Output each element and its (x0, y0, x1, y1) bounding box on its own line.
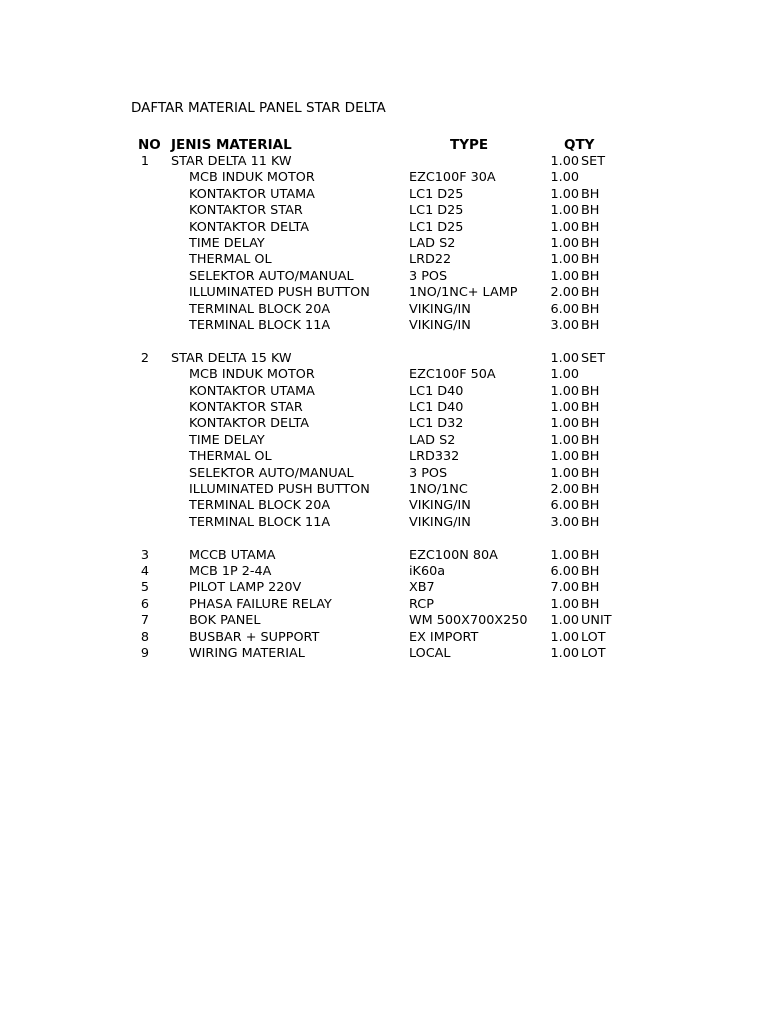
table-row (0, 433, 768, 449)
row-material-name: KONTAKTOR UTAMA (189, 383, 315, 399)
row-type: 3 POS (409, 268, 448, 284)
row-qty: 1.00 (550, 350, 579, 366)
table-row (0, 630, 768, 646)
header-type: TYPE (450, 137, 489, 153)
row-type: EZC100N 80A (409, 547, 498, 563)
table-row (0, 597, 768, 613)
row-type: EX IMPORT (409, 629, 479, 645)
row-material-name: MCCB UTAMA (189, 547, 276, 563)
row-qty: 1.00 (550, 219, 579, 235)
row-qty: 1.00 (550, 547, 579, 563)
table-row (0, 236, 768, 252)
row-qty: 1.00 (550, 154, 579, 169)
row-unit: BH (581, 383, 600, 399)
row-type: VIKING/IN (409, 498, 471, 514)
row-unit: SET (581, 350, 606, 366)
row-qty: 1.00 (550, 416, 579, 432)
row-material-name: THERMAL OL (189, 252, 272, 268)
header-no: NO (138, 137, 161, 153)
row-unit: BH (581, 219, 600, 235)
row-unit: BH (581, 564, 600, 579)
row-material-name: ILLUMINATED PUSH BUTTON (189, 285, 370, 301)
table-row (0, 613, 768, 629)
row-material-name: SELEKTOR AUTO/MANUAL (189, 268, 354, 284)
row-unit: BH (581, 268, 600, 284)
row-unit: BH (581, 465, 600, 481)
row-unit: BH (581, 514, 600, 530)
row-unit: LOT (581, 629, 606, 645)
row-type: iK60a (409, 564, 446, 579)
row-qty: 1.00 (550, 596, 579, 612)
table-row (0, 252, 768, 268)
row-unit: BH (581, 252, 600, 268)
row-unit: LOT (581, 646, 606, 661)
row-unit: BH (581, 580, 600, 596)
row-type: 1NO/1NC+ LAMP (409, 285, 518, 301)
row-type: LRD22 (409, 252, 452, 268)
row-type: 1NO/1NC (409, 482, 468, 497)
row-material-name: TERMINAL BLOCK 20A (189, 498, 331, 514)
row-qty: 1.00 (550, 629, 579, 645)
row-qty: 1.00 (550, 449, 579, 465)
table-row (0, 580, 768, 596)
row-material-name: TIME DELAY (189, 432, 265, 448)
table-row (0, 498, 768, 514)
row-qty: 1.00 (550, 203, 579, 219)
row-material-name: TIME DELAY (189, 236, 265, 251)
row-type: VIKING/IN (409, 318, 471, 333)
row-type: LC1 D40 (409, 400, 464, 415)
row-qty: 6.00 (550, 301, 579, 317)
row-qty: 3.00 (550, 318, 579, 333)
row-material-name: KONTAKTOR UTAMA (189, 186, 315, 202)
row-material-name: KONTAKTOR STAR (189, 400, 303, 415)
row-qty: 3.00 (550, 514, 579, 530)
table-row (0, 187, 768, 203)
row-type: XB7 (409, 580, 435, 596)
header-name: JENIS MATERIAL (171, 137, 292, 153)
row-material-name: KONTAKTOR DELTA (189, 416, 310, 432)
table-row (0, 400, 768, 416)
row-qty: 6.00 (550, 498, 579, 514)
table-row (0, 318, 768, 334)
row-no: 5 (140, 580, 150, 596)
table-row (0, 154, 768, 170)
row-qty: 1.00 (550, 613, 579, 629)
row-no: 9 (140, 646, 150, 661)
row-qty: 1.00 (550, 400, 579, 415)
row-unit: SET (581, 154, 606, 169)
row-qty: 1.00 (550, 383, 579, 399)
row-no: 3 (140, 547, 150, 563)
row-material-name: KONTAKTOR STAR (189, 203, 303, 219)
table-row (0, 203, 768, 219)
table-row (0, 449, 768, 465)
row-unit: BH (581, 416, 600, 432)
row-material-name: STAR DELTA 11 KW (171, 154, 292, 169)
row-material-name: TERMINAL BLOCK 20A (189, 301, 331, 317)
row-no: 2 (140, 350, 150, 366)
table-row (0, 220, 768, 236)
row-type: VIKING/IN (409, 301, 471, 317)
row-material-name: TERMINAL BLOCK 11A (189, 318, 331, 333)
row-unit: BH (581, 482, 600, 497)
row-type: 3 POS (409, 465, 448, 481)
document-title: DAFTAR MATERIAL PANEL STAR DELTA (131, 100, 386, 116)
row-unit: BH (581, 400, 600, 415)
row-material-name: WIRING MATERIAL (189, 646, 305, 661)
row-qty: 1.00 (550, 170, 579, 186)
row-no: 7 (140, 613, 150, 629)
row-no: 1 (140, 154, 150, 169)
table-row (0, 351, 768, 367)
row-qty: 7.00 (550, 580, 579, 596)
row-no: 8 (140, 629, 150, 645)
row-type: LC1 D25 (409, 219, 464, 235)
row-type: WM 500X700X250 (409, 613, 528, 629)
row-qty: 2.00 (550, 482, 579, 497)
row-qty: 1.00 (550, 367, 579, 383)
row-unit: BH (581, 498, 600, 514)
row-type: LRD332 (409, 449, 460, 465)
row-type: RCP (409, 596, 434, 612)
row-type: LAD S2 (409, 236, 456, 251)
row-material-name: MCB INDUK MOTOR (189, 367, 315, 383)
table-row (0, 416, 768, 432)
table-row (0, 564, 768, 580)
row-material-name: ILLUMINATED PUSH BUTTON (189, 482, 370, 497)
row-unit: BH (581, 236, 600, 251)
row-qty: 6.00 (550, 564, 579, 579)
row-material-name: TERMINAL BLOCK 11A (189, 514, 331, 530)
row-unit: BH (581, 596, 600, 612)
row-unit: BH (581, 186, 600, 202)
row-unit: BH (581, 301, 600, 317)
table-row (0, 170, 768, 186)
row-type: LC1 D32 (409, 416, 464, 432)
table-row (0, 367, 768, 383)
row-type: LAD S2 (409, 432, 456, 448)
row-material-name: STAR DELTA 15 KW (171, 350, 292, 366)
row-type: LOCAL (409, 646, 451, 661)
row-qty: 1.00 (550, 465, 579, 481)
header-qty: QTY (564, 137, 595, 153)
row-material-name: BOK PANEL (189, 613, 261, 629)
table-row (0, 285, 768, 301)
table-row (0, 466, 768, 482)
row-type: EZC100F 50A (409, 367, 496, 383)
row-type: LC1 D25 (409, 203, 464, 219)
row-no: 4 (140, 564, 150, 579)
table-row (0, 482, 768, 498)
row-type: LC1 D25 (409, 186, 464, 202)
table-row (0, 269, 768, 285)
table-header (0, 137, 768, 153)
row-unit: BH (581, 318, 600, 333)
row-unit: BH (581, 547, 600, 563)
row-qty: 1.00 (550, 252, 579, 268)
row-unit: BH (581, 285, 600, 301)
table-row (0, 302, 768, 318)
row-unit: UNIT (581, 613, 612, 629)
row-unit: BH (581, 432, 600, 448)
row-material-name: PHASA FAILURE RELAY (189, 596, 332, 612)
table-row (0, 646, 768, 662)
row-material-name: MCB 1P 2-4A (189, 564, 272, 579)
row-material-name: PILOT LAMP 220V (189, 580, 302, 596)
row-qty: 1.00 (550, 236, 579, 251)
table-row (0, 548, 768, 564)
row-type: EZC100F 30A (409, 170, 496, 186)
table-row (0, 515, 768, 531)
row-material-name: MCB INDUK MOTOR (189, 170, 315, 186)
row-unit: BH (581, 203, 600, 219)
row-qty: 2.00 (550, 285, 579, 301)
row-qty: 1.00 (550, 646, 579, 661)
row-no: 6 (140, 596, 150, 612)
row-material-name: THERMAL OL (189, 449, 272, 465)
row-type: LC1 D40 (409, 383, 464, 399)
row-material-name: SELEKTOR AUTO/MANUAL (189, 465, 354, 481)
table-row (0, 384, 768, 400)
row-qty: 1.00 (550, 186, 579, 202)
row-type: VIKING/IN (409, 514, 471, 530)
row-qty: 1.00 (550, 268, 579, 284)
row-material-name: KONTAKTOR DELTA (189, 219, 310, 235)
row-material-name: BUSBAR + SUPPORT (189, 629, 320, 645)
row-unit: BH (581, 449, 600, 465)
row-qty: 1.00 (550, 432, 579, 448)
